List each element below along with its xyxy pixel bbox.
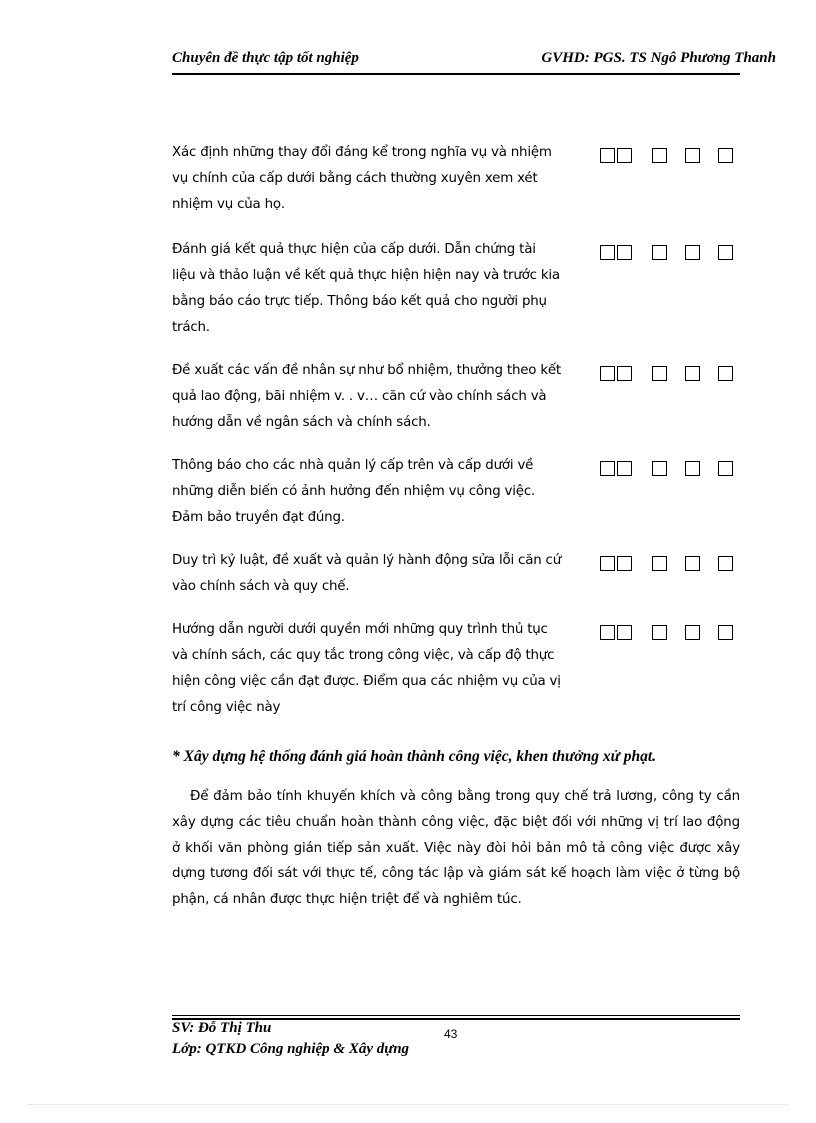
checklist-item-text: Thông báo cho các nhà quản lý cấp trên và cấp dưới về những diễn biến có ảnh hưởng đến nhiệm vụ công việc. Đảm bảo truyền đạt đúng. (172, 458, 536, 525)
rating-checkbox-1[interactable] (600, 461, 615, 476)
rating-checkbox-3[interactable] (652, 625, 667, 640)
footer-class: Lớp: QTKD Công nghiệp & Xây dựng (172, 1041, 410, 1057)
rating-checkbox-1[interactable] (600, 625, 615, 640)
footer-student: SV: Đỗ Thị Thu (172, 1020, 272, 1036)
rating-checkbox-1[interactable] (600, 366, 615, 381)
checklist-item (172, 140, 742, 220)
page-number: 43 (444, 1027, 458, 1041)
rating-checkbox-2[interactable] (617, 366, 632, 381)
rating-checkbox-5[interactable] (718, 625, 733, 640)
rating-checkbox-2[interactable] (617, 245, 632, 260)
checklist-item-text: Đề xuất các vấn đề nhân sự như bổ nhiệm, thưởng theo kết quả lao động, bãi nhiệm v. . v… căn cứ vào chính sách và hướng dẫn về ngân sách và chính sách. (172, 363, 561, 430)
rating-boxes (600, 461, 733, 476)
rating-checkbox-3[interactable] (652, 556, 667, 571)
checklist-item (172, 548, 742, 600)
checklist-item (172, 358, 742, 436)
rating-checkbox-3[interactable] (652, 245, 667, 260)
rating-checkbox-4[interactable] (685, 245, 700, 260)
rating-checkbox-1[interactable] (600, 148, 615, 163)
rating-checkbox-5[interactable] (718, 366, 733, 381)
rating-checkbox-4[interactable] (685, 461, 700, 476)
header-title: Chuyên đề thực tập tốt nghiệp (172, 50, 359, 66)
rating-boxes (600, 556, 733, 571)
footer-rule (172, 1015, 740, 1016)
rating-checkbox-3[interactable] (652, 461, 667, 476)
rating-checkbox-1[interactable] (600, 556, 615, 571)
rating-checkbox-4[interactable] (685, 148, 700, 163)
rating-checkbox-5[interactable] (718, 556, 733, 571)
rating-boxes (600, 148, 733, 163)
header-rule (172, 73, 740, 75)
section-heading: * Xây dựng hệ thống đánh giá hoàn thành công việc, khen thưởng xử phạt. (172, 748, 657, 765)
checklist-item-text: Duy trì kỷ luật, đề xuất và quản lý hành động sửa lỗi căn cứ vào chính sách và quy chế. (172, 553, 561, 594)
rating-checkbox-4[interactable] (685, 556, 700, 571)
rating-boxes (600, 245, 733, 260)
checklist-item (172, 453, 742, 531)
rating-checkbox-5[interactable] (718, 148, 733, 163)
rating-checkbox-4[interactable] (685, 625, 700, 640)
header-supervisor: GVHD: PGS. TS Ngô Phương Thanh (541, 50, 776, 66)
rating-checkbox-1[interactable] (600, 245, 615, 260)
checklist-item-text: Hướng dẫn người dưới quyền mới những quy trình thủ tục và chính sách, các quy tắc trong công việc, và cấp độ thực hiện công việc cần đạt được. Điểm qua các nhiệm vụ của vị trí công việc này (172, 622, 561, 715)
rating-boxes (600, 625, 733, 640)
rating-checkbox-3[interactable] (652, 148, 667, 163)
page-edge-dotted-line (28, 1104, 788, 1105)
rating-checkbox-2[interactable] (617, 556, 632, 571)
rating-checkbox-2[interactable] (617, 461, 632, 476)
rating-checkbox-3[interactable] (652, 366, 667, 381)
checklist (172, 140, 742, 738)
rating-checkbox-5[interactable] (718, 461, 733, 476)
rating-boxes (600, 366, 733, 381)
page-header (172, 50, 776, 72)
checklist-item-text: Xác định những thay đổi đáng kể trong nghĩa vụ và nhiệm vụ chính của cấp dưới bằng cách thường xuyên xem xét nhiệm vụ của họ. (172, 145, 552, 212)
body-paragraph: Để đảm bảo tính khuyến khích và công bằng trong quy chế trả lương, công ty cần xây dựng các tiêu chuẩn hoàn thành công việc, đặc biệt đối với những vị trí lao động ở khối văn phòng gián tiếp sản xuất. Việc này đòi hỏi bản mô tả công việc được xây dựng tương đối sát với thực tế, công tác lập và giám sát kế hoạch làm việc ở từng bộ phận, cá nhân được thực hiện triệt để và nghiêm túc. (172, 789, 740, 908)
rating-checkbox-2[interactable] (617, 148, 632, 163)
rating-checkbox-5[interactable] (718, 245, 733, 260)
checklist-item (172, 617, 742, 721)
rating-checkbox-4[interactable] (685, 366, 700, 381)
checklist-item-text: Đánh giá kết quả thực hiện của cấp dưới. Dẫn chứng tài liệu và thảo luận về kết quả thực hiện hiện nay và trước kia bằng báo cáo trực tiếp. Thông báo kết quả cho người phụ trách. (172, 242, 560, 335)
rating-checkbox-2[interactable] (617, 625, 632, 640)
checklist-item (172, 237, 742, 341)
